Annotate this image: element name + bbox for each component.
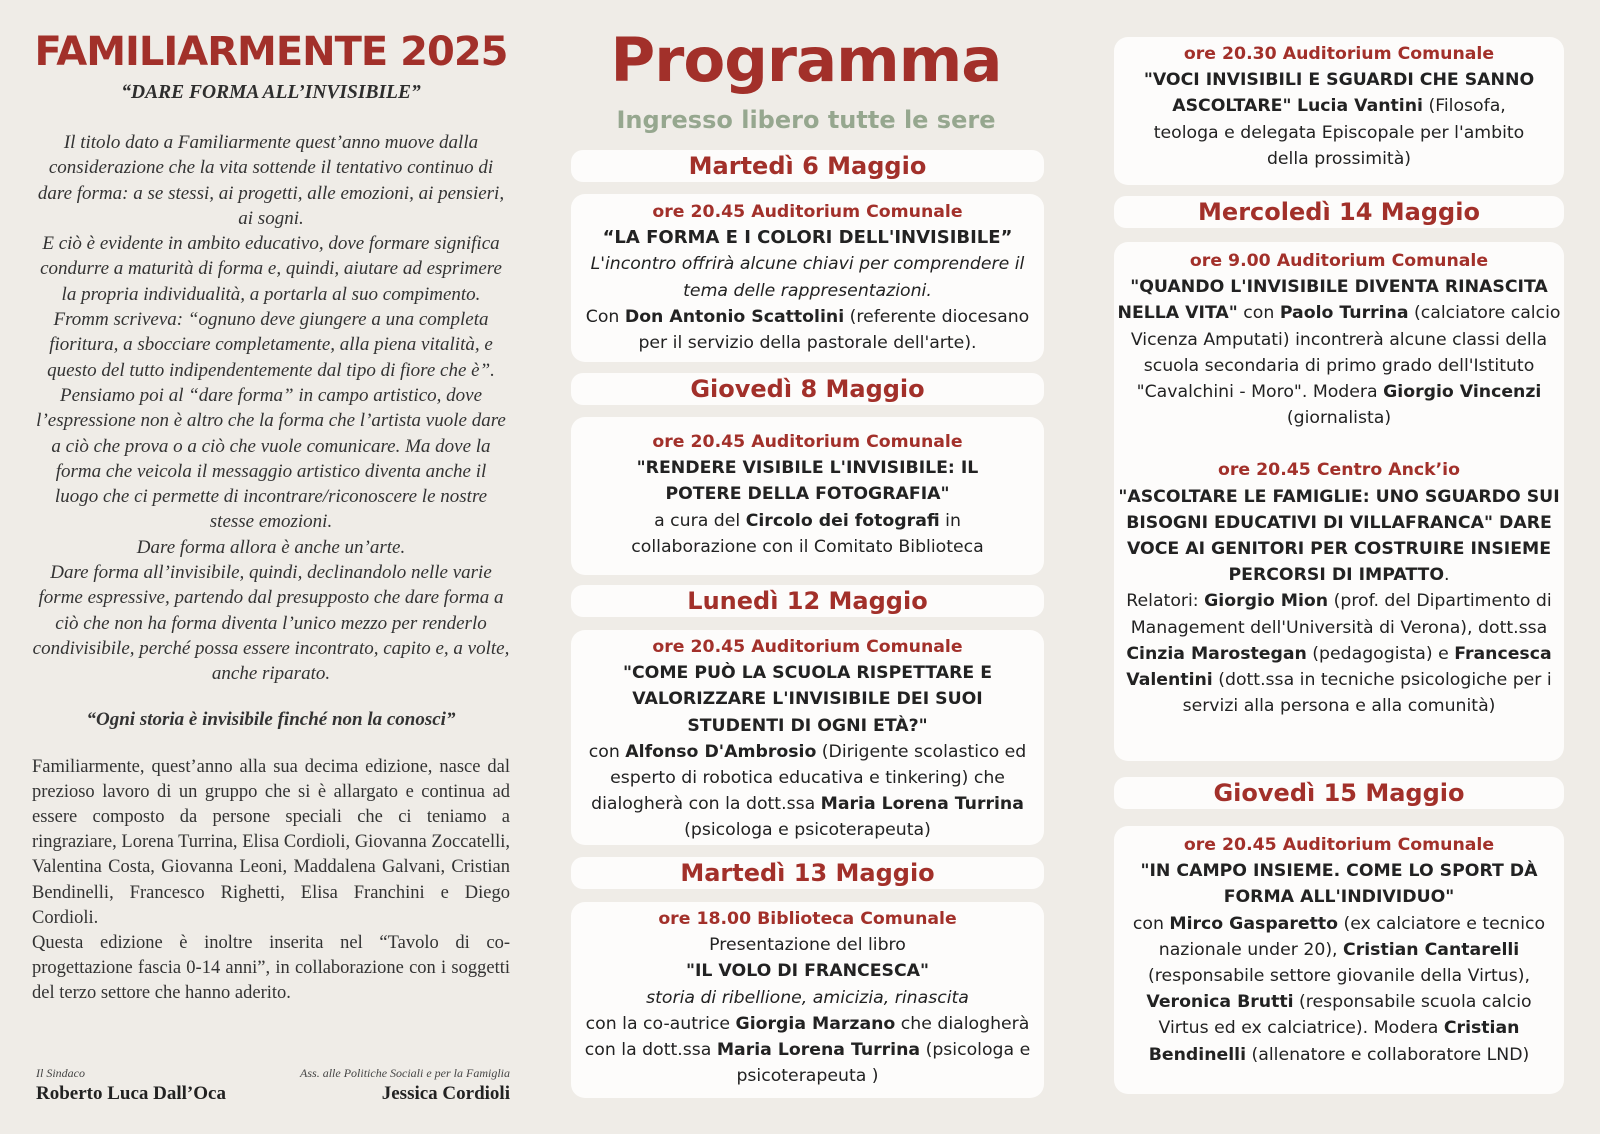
- speaker-name: Circolo dei fotografi: [745, 510, 940, 531]
- signature-name: Jessica Cordioli: [381, 1083, 510, 1104]
- day-header-13-maggio: Martedì 13 Maggio: [571, 857, 1044, 889]
- event-card-15-maggio: [1114, 826, 1564, 1094]
- speaker-name: Paolo Turrina: [1279, 303, 1409, 324]
- event-time: ore 20.45 Auditorium Comunale: [652, 637, 963, 657]
- text: con: [588, 741, 626, 762]
- event-speakers: [1114, 588, 1564, 719]
- text: (calciatore calcio Vicenza Amputati) incontrerà alcune classi della scuola secondaria di primo grado dell'Istituto "Cavalchini - Moro". Modera: [1130, 303, 1561, 403]
- day-header-8-maggio: Giovedì 8 Maggio: [571, 373, 1044, 405]
- event-details: [1114, 274, 1564, 431]
- event-card-13-maggio-evening: [1114, 37, 1564, 185]
- intro-paragraph: Il titolo dato a Familiarmente quest’anno muove dalla considerazione che la vita sottende il tentativo continuo di dare forma: a se stessi, ai progetti, alle emozioni, ai pensieri, ai sogni.: [37, 132, 505, 229]
- text: (psicologa e psicoterapeuta ): [736, 1040, 1031, 1087]
- text: in collaborazione con il Comitato Biblioteca: [631, 510, 984, 557]
- speaker-name: Maria Lorena Turrina: [716, 1040, 921, 1061]
- signature-role: Ass. alle Politiche Sociali e per la Famiglia: [300, 1066, 510, 1080]
- event-time: ore 20.45 Auditorium Comunale: [1183, 835, 1495, 855]
- speaker-name: Maria Lorena Turrina: [820, 794, 1024, 815]
- text: (referente diocesano per il servizio della pastorale dell'arte).: [638, 306, 1030, 354]
- speaker-name: Don Antonio Scattolini: [624, 306, 845, 327]
- program-title: Programma: [610, 25, 1002, 96]
- text: che dialogherà con la dott.ssa: [584, 1013, 1030, 1061]
- day-header-6-maggio: Martedì 6 Maggio: [571, 150, 1044, 182]
- speaker-name: Mirco Gasparetto: [1169, 913, 1338, 934]
- event-title: “LA FORMA E I COLORI DELL'INVISIBILE”: [602, 227, 1013, 249]
- text: (Dirigente scolastico ed esperto di robotica educativa e tinkering) che dialogherà con la dott.ssa: [591, 741, 1027, 815]
- intro-text: [32, 130, 510, 687]
- signature-role: Il Sindaco: [36, 1066, 85, 1080]
- text: (giornalista): [1286, 408, 1392, 429]
- speaker-name: Alfonso D'Ambrosio: [625, 741, 817, 762]
- text: con: [1237, 303, 1280, 324]
- intro-paragraph: E ciò è evidente in ambito educativo, dove formare significa condurre a maturità di forma e, quindi, aiutare ad esprimere la propria individualità, a portarla al suo compimento. Fromm scriveva: “ognuno deve giungere a una completa fioritura, a sbocciare completamente, alla piena vitalità, e questo del tutto indipendentemente dal tipo di fiore che è”.: [40, 233, 502, 381]
- event-title: "COME PUÒ LA SCUOLA RISPETTARE E VALORIZZARE L'INVISIBILE DEI SUOI STUDENTI DI OGNI ETÀ?": [622, 663, 993, 736]
- program-subtitle: Ingresso libero tutte le sere: [616, 106, 996, 134]
- signature-assessor: [300, 1066, 510, 1105]
- text: (dott.ssa in tecniche psicologiche per i servizi alla persona e alla comunità): [1182, 670, 1552, 717]
- event-card-13-maggio: [571, 902, 1044, 1098]
- text: .: [1444, 565, 1450, 586]
- event-time: ore 20.45 Centro Anck’io: [1218, 460, 1460, 481]
- text: (ex calciatore e tecnico nazionale under 20),: [1158, 913, 1546, 960]
- event-card-6-maggio: [571, 194, 1044, 362]
- event-time: ore 18.00 Biblioteca Comunale: [658, 909, 957, 929]
- text: con la co-autrice: [585, 1013, 736, 1034]
- intro-column: [32, 28, 510, 1108]
- event-speakers: [579, 304, 1036, 356]
- day-header-15-maggio: Giovedì 15 Maggio: [1114, 777, 1564, 809]
- event-title: "RENDERE VISIBILE L'INVISIBILE: IL POTERE DELLA FOTOGRAFIA": [636, 458, 979, 505]
- event-tagline: storia di ribellione, amicizia, rinascita: [646, 987, 969, 1008]
- speaker-name: Cinzia Marostegan: [1126, 643, 1307, 664]
- event-speakers: [597, 508, 1018, 560]
- intro-paragraph: Dare forma allora è anche un’arte.: [136, 536, 406, 558]
- intro-paragraph: Dare forma all’invisibile, quindi, declinandolo nelle varie forme espressive, partendo dal presupposto che dare forma a ciò che non ha forma diventa l’unico mezzo per renderlo condivisibile, perché possa essere incontrato, capito e, a volte, anche riparato.: [32, 562, 510, 685]
- event-intro: Presentazione del libro: [709, 935, 906, 956]
- speaker-name: Veronica Brutti: [1146, 992, 1294, 1013]
- spacer: [1114, 431, 1564, 457]
- text: (responsabile scuola calcio Virtus ed ex calciatrice). Modera: [1158, 992, 1532, 1039]
- text: (Filosofa, teologa e delegata Episcopale per l'ambito della prossimità): [1153, 96, 1525, 169]
- day-header-12-maggio: Lunedì 12 Maggio: [571, 585, 1044, 617]
- speaker-name: Giorgio Vincenzi: [1383, 382, 1542, 403]
- event-title: "ASCOLTARE LE FAMIGLIE: UNO SGUARDO SUI BISOGNI EDUCATIVI DI VILLAFRANCA" DARE VOCE AI GENITORI PER COSTRUIRE INSIEME PERCORSI DI IMPATTO: [1118, 486, 1560, 586]
- event-details: [1140, 67, 1538, 172]
- text: (prof. del Dipartimento di Management dell'Università di Verona), dott.ssa: [1130, 591, 1552, 638]
- text: a cura del: [654, 510, 746, 531]
- quote: “Ogni storia è invisibile finché non la conosci”: [86, 708, 456, 730]
- speaker-name: Lucia Vantini: [1296, 96, 1423, 117]
- event-title: "VOCI INVISIBILI E SGUARDI CHE SANNO ASCOLTARE": [1143, 70, 1535, 117]
- event-title: "QUANDO L'INVISIBILE DIVENTA RINASCITA NELLA VITA": [1117, 277, 1548, 324]
- credits-text: [32, 755, 510, 1007]
- text: (allenatore e collaboratore LND): [1246, 1044, 1530, 1065]
- speaker-name: Giorgio Mion: [1204, 591, 1329, 612]
- event-time: ore 20.45 Auditorium Comunale: [652, 202, 963, 222]
- signature-name: Roberto Luca Dall’Oca: [36, 1083, 226, 1104]
- credits-paragraph: Questa edizione è inoltre inserita nel “Tavolo di co-progettazione fascia 0-14 anni”, in collaborazione con i soggetti del terzo settore che hanno aderito.: [32, 932, 510, 1004]
- event-speakers: [585, 739, 1030, 844]
- text: Relatori:: [1126, 591, 1205, 612]
- credits-paragraph: Familiarmente, quest’anno alla sua decima edizione, nasce dal prezioso lavoro di un gruppo che si è allargato e continua ad essere composto da persone speciali che ci teniamo a ringraziare, Lorena Turrina, Elisa Cordioli, Giovanna Zoccatelli, Valentina Costa, Giovanna Leoni, Maddalena Galvani, Cristian Bendinelli, Francesco Righetti, Elisa Franchini e Diego Cordioli.: [32, 756, 510, 928]
- speaker-name: Giorgia Marzano: [735, 1013, 896, 1034]
- event-title: "IN CAMPO INSIEME. COME LO SPORT DÀ FORMA ALL'INDIVIDUO": [1140, 861, 1538, 908]
- speaker-name: Francesca Valentini: [1126, 643, 1552, 691]
- event-card-8-maggio: [571, 417, 1044, 575]
- event-speakers: [1124, 911, 1554, 1068]
- event-speakers: [581, 1011, 1034, 1090]
- text: (psicologa e psicoterapeuta): [684, 820, 931, 841]
- speaker-name: Cristian Cantarelli: [1343, 939, 1520, 960]
- signature-mayor: [36, 1066, 226, 1105]
- text: con: [1132, 913, 1170, 934]
- event-time: ore 9.00 Auditorium Comunale: [1189, 251, 1489, 271]
- event-description: L'incontro offrirà alcune chiavi per comprendere il tema delle rappresentazioni.: [590, 254, 1025, 301]
- page-title: FAMILIARMENTE 2025: [34, 29, 508, 75]
- event-details: [1114, 484, 1564, 589]
- speaker-name: Cristian Bendinelli: [1148, 1018, 1520, 1065]
- text: (pedagogista) e: [1306, 643, 1455, 664]
- intro-paragraph: Pensiamo poi al “dare forma” in campo artistico, dove l’espressione non è altro che la forma che l’artista vuole dare a ciò che prova o a ciò che vuole comunicare. Ma dove la forma che veicola il messaggio artistico diventa anche il luogo che ci permette di incontrare/riconoscere le nostre stesse emozioni.: [36, 384, 506, 533]
- day-header-14-maggio: Mercoledì 14 Maggio: [1114, 196, 1564, 228]
- event-title: "IL VOLO DI FRANCESCA": [685, 961, 930, 982]
- event-card-12-maggio: [571, 630, 1044, 845]
- text: (responsabile settore giovanile della Virtus),: [1148, 966, 1530, 987]
- text: Con: [585, 306, 625, 327]
- page-subtitle: “DARE FORMA ALL’INVISIBILE”: [121, 82, 421, 103]
- event-time: ore 20.45 Auditorium Comunale: [652, 432, 963, 452]
- event-time: ore 20.30 Auditorium Comunale: [1183, 44, 1495, 64]
- event-card-14-maggio: [1114, 242, 1564, 761]
